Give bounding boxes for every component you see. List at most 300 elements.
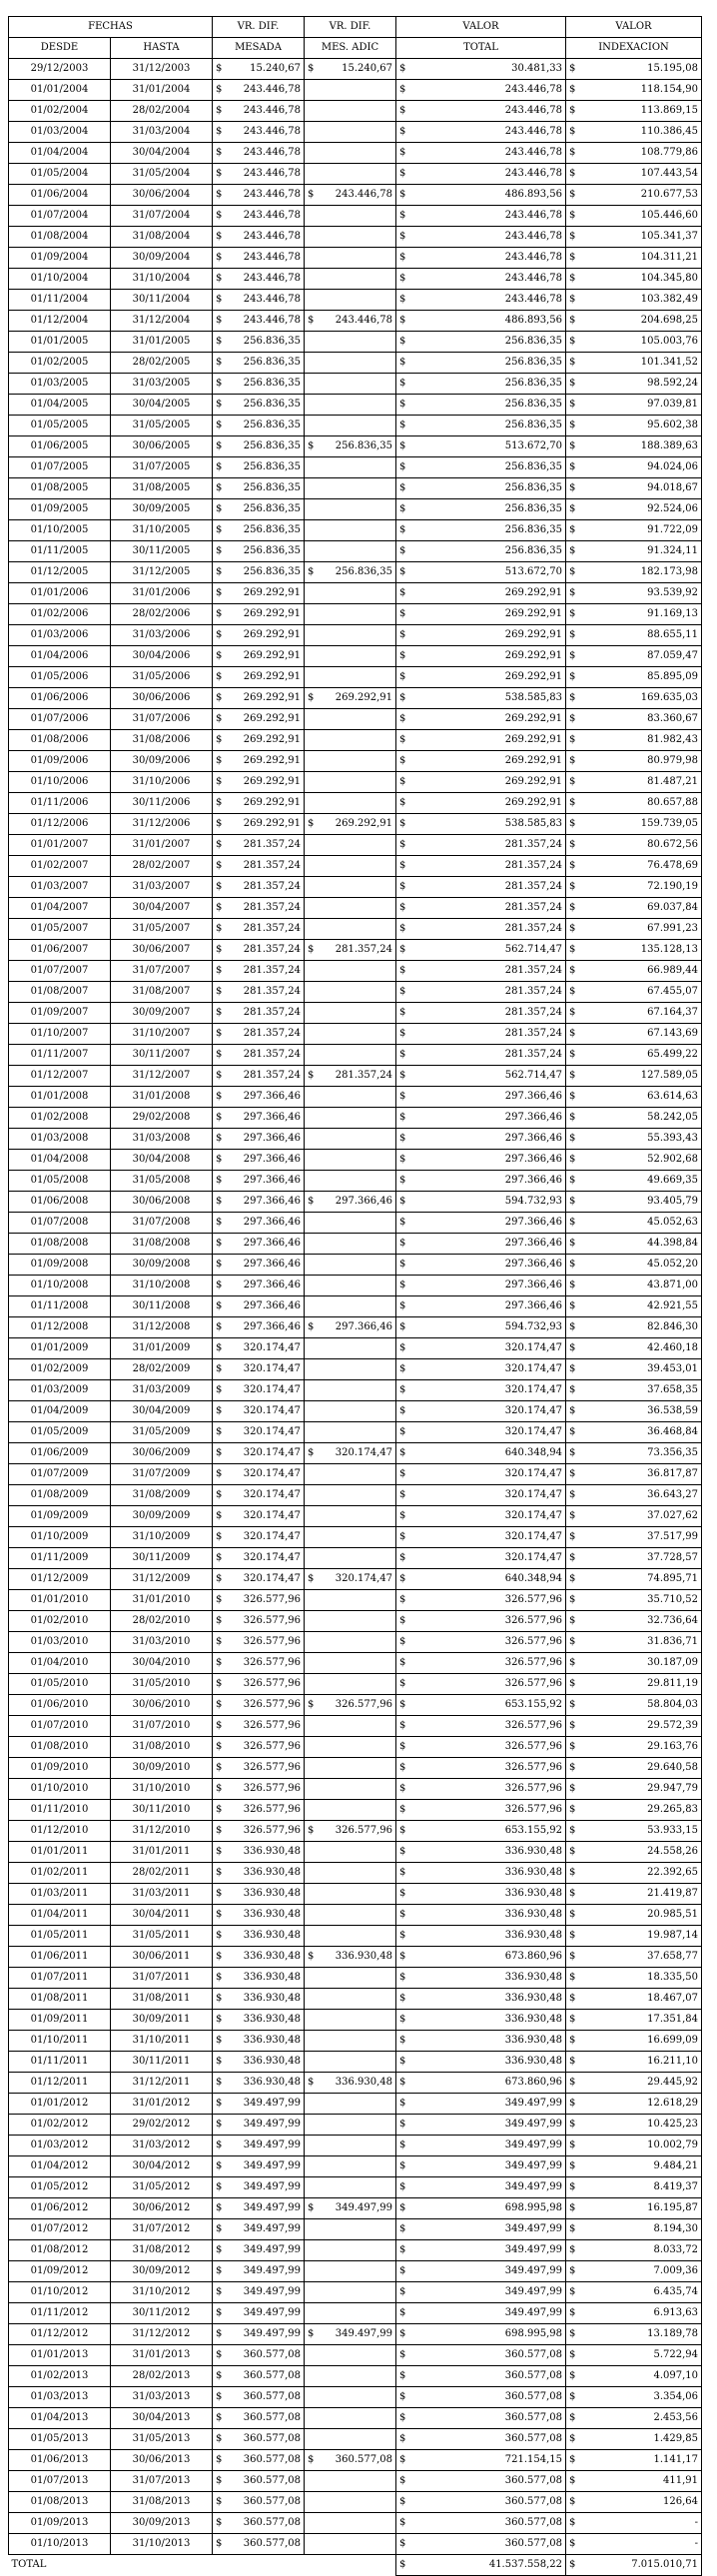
currency-symbol: $: [569, 1133, 576, 1144]
mes-adic-cell: [305, 1003, 396, 1024]
total-cell: [396, 436, 566, 457]
indexacion-cell-value: 36.468,84: [647, 1426, 698, 1437]
currency-symbol: $: [569, 650, 576, 661]
currency-symbol: $: [216, 84, 223, 95]
fechas-header: FECHAS: [9, 17, 213, 38]
currency-symbol: $: [216, 1217, 223, 1228]
mesada-cell: [213, 1192, 305, 1213]
mes-adic-cell-value: 326.577,96: [335, 1699, 392, 1710]
mesada-cell: [213, 1129, 305, 1150]
currency-symbol: $: [216, 2307, 223, 2318]
table-row: [9, 625, 702, 646]
desde-cell: 01/03/2012: [9, 2136, 111, 2156]
total-cell-value: 320.174,47: [504, 1489, 562, 1500]
currency-symbol: $: [399, 1007, 406, 1018]
mesada-cell: [213, 541, 305, 562]
total-cell-value: 256.836,35: [504, 378, 562, 389]
hasta-cell: 30/11/2005: [111, 541, 213, 562]
currency-symbol: $: [569, 2412, 576, 2423]
desde-cell: 01/11/2012: [9, 2303, 111, 2324]
indexacion-cell-value: 126,64: [663, 2496, 698, 2507]
mesada-cell: [213, 416, 305, 436]
indexacion-cell-value: 67.455,07: [647, 986, 698, 997]
total-cell: [396, 1800, 566, 1821]
currency-symbol: $: [569, 2160, 576, 2171]
mes-adic-cell-value: 15.240,67: [342, 63, 392, 74]
currency-symbol: $: [399, 1238, 406, 1249]
mes-adic-cell: [305, 1359, 396, 1380]
mesada-cell-value: 360.577,08: [243, 2538, 301, 2549]
mesada-cell: [213, 1066, 305, 1087]
total-cell: [396, 1255, 566, 1276]
mesada-cell: [213, 59, 305, 80]
desde-cell: 01/08/2005: [9, 478, 111, 499]
currency-symbol: $: [216, 1049, 223, 1060]
mesada-cell-value: 349.497,99: [243, 2160, 301, 2171]
currency-symbol: $: [216, 2014, 223, 2025]
mesada-cell: [213, 1506, 305, 1527]
mesada-cell: [213, 1255, 305, 1276]
indexacion-cell: [566, 604, 702, 625]
indexacion-cell: [566, 374, 702, 395]
mesada-cell-value: 326.577,96: [243, 1720, 301, 1731]
currency-symbol: $: [399, 965, 406, 976]
desde-cell: 01/12/2008: [9, 1317, 111, 1338]
mes-adic-cell: [305, 835, 396, 856]
hasta-cell: 31/05/2009: [111, 1422, 213, 1443]
indexacion-cell: [566, 227, 702, 248]
table-row: [9, 59, 702, 80]
mesada-cell-value: 336.930,48: [243, 2035, 301, 2046]
mesada-cell: [213, 1758, 305, 1779]
total-cell-value: 297.366,46: [504, 1238, 562, 1249]
hasta-cell: 31/03/2013: [111, 2387, 213, 2408]
currency-symbol: $: [308, 2077, 315, 2088]
hasta-cell: 31/07/2010: [111, 1716, 213, 1737]
total-row: [9, 2555, 702, 2576]
mes-adic-cell-value: 243.446,78: [335, 189, 392, 200]
total-cell: [396, 1989, 566, 2010]
hasta-cell: 31/03/2006: [111, 625, 213, 646]
mesada-cell: [213, 1653, 305, 1674]
mesada-cell-value: 269.292,91: [243, 587, 301, 598]
total-cell-value: 349.497,99: [504, 2160, 562, 2171]
indexacion-cell: [566, 1884, 702, 1905]
currency-symbol: $: [399, 1280, 406, 1290]
table-row: [9, 2031, 702, 2052]
total-cell-value: 297.366,46: [504, 1259, 562, 1270]
hasta-cell: 31/10/2011: [111, 2031, 213, 2052]
mes-adic-cell: [305, 814, 396, 835]
desde-cell: 01/10/2005: [9, 520, 111, 541]
total-cell: [396, 311, 566, 332]
currency-symbol: $: [216, 1259, 223, 1270]
mes-adic-cell: [305, 1317, 396, 1338]
currency-symbol: $: [399, 2454, 406, 2465]
table-row: [9, 185, 702, 206]
total-cell: [396, 1674, 566, 1695]
mesada-cell-value: 349.497,99: [243, 2119, 301, 2130]
currency-symbol: $: [569, 2370, 576, 2381]
currency-symbol: $: [399, 2140, 406, 2150]
mes-adic-cell: [305, 1674, 396, 1695]
mesada-cell: [213, 1213, 305, 1234]
table-row: [9, 1527, 702, 1548]
header-row-2: [9, 38, 702, 59]
table-row: [9, 436, 702, 457]
mesada-cell-value: 243.446,78: [243, 147, 301, 158]
table-row: [9, 353, 702, 374]
desde-cell: 01/08/2012: [9, 2240, 111, 2261]
currency-symbol: $: [216, 2454, 223, 2465]
currency-symbol: $: [216, 2265, 223, 2276]
mes-adic-cell: [305, 1989, 396, 2010]
currency-symbol: $: [569, 482, 576, 493]
hasta-cell: 30/11/2011: [111, 2052, 213, 2073]
total-cell-value: 320.174,47: [504, 1384, 562, 1395]
grand-total-value: 41.537.558,22: [488, 2559, 562, 2570]
total-cell-value: 256.836,35: [504, 482, 562, 493]
total-cell: [396, 227, 566, 248]
currency-symbol: $: [569, 629, 576, 640]
table-row: [9, 1548, 702, 1569]
mes-adic-cell: [305, 1884, 396, 1905]
mesada-cell: [213, 248, 305, 269]
currency-symbol: $: [216, 1678, 223, 1689]
total-cell: [396, 122, 566, 143]
table-row: [9, 604, 702, 625]
currency-symbol: $: [216, 2160, 223, 2171]
mes-adic-cell: [305, 1506, 396, 1527]
currency-symbol: $: [399, 797, 406, 808]
indexacion-cell-value: 7.009,36: [653, 2265, 698, 2276]
total-cell: [396, 185, 566, 206]
hasta-cell: 30/09/2005: [111, 499, 213, 520]
indexacion-cell-value: 204.698,25: [640, 315, 698, 326]
currency-symbol: $: [399, 1594, 406, 1605]
mes-adic-cell: [305, 478, 396, 499]
currency-symbol: $: [399, 2496, 406, 2507]
mesada-cell-value: 349.497,99: [243, 2265, 301, 2276]
hasta-cell: 30/09/2008: [111, 1255, 213, 1276]
total-cell-value: 297.366,46: [504, 1154, 562, 1165]
mesada-cell: [213, 2010, 305, 2031]
total-cell: [396, 332, 566, 353]
indexacion-cell: [566, 961, 702, 982]
mes-adic-cell-value: 326.577,96: [335, 1825, 392, 1836]
total-cell-value: 336.930,48: [504, 1909, 562, 1920]
currency-symbol: $: [569, 440, 576, 451]
mesada-cell: [213, 290, 305, 311]
mes-adic-cell: [305, 2408, 396, 2429]
hasta-cell: 31/05/2013: [111, 2429, 213, 2450]
total-cell: [396, 2366, 566, 2387]
mes-adic-cell: [305, 1401, 396, 1422]
table-row: [9, 1632, 702, 1653]
mesada-cell-value: 269.292,91: [243, 692, 301, 703]
table-row: [9, 1192, 702, 1213]
total-cell: [396, 395, 566, 416]
mesada-cell: [213, 1317, 305, 1338]
desde-cell: 01/06/2004: [9, 185, 111, 206]
desde-cell: 01/12/2009: [9, 1569, 111, 1590]
total-cell-value: 562.714,47: [504, 944, 562, 955]
table-row: [9, 1716, 702, 1737]
total-cell: [396, 2031, 566, 2052]
total-cell-value: 320.174,47: [504, 1510, 562, 1521]
mes-adic-cell-value: 349.497,99: [335, 2328, 392, 2339]
indexacion-cell: [566, 1758, 702, 1779]
indexacion-cell-value: 73.356,35: [647, 1447, 698, 1458]
mesada-cell: [213, 164, 305, 185]
indexacion-cell: [566, 688, 702, 709]
currency-symbol: $: [569, 2202, 576, 2213]
indexacion-cell: [566, 2156, 702, 2177]
currency-symbol: $: [399, 1846, 406, 1857]
total-cell: [396, 520, 566, 541]
table-row: [9, 2052, 702, 2073]
hasta-cell: 31/05/2010: [111, 1674, 213, 1695]
total-cell: [396, 1632, 566, 1653]
indexacion-cell: [566, 1632, 702, 1653]
currency-symbol: $: [569, 2433, 576, 2444]
mes-adic-cell-value: 243.446,78: [335, 315, 392, 326]
indexacion-cell-value: 91.324,11: [647, 545, 698, 556]
indexacion-cell-value: 5.722,94: [653, 2349, 698, 2360]
indexacion-cell: [566, 1150, 702, 1171]
indexacion-cell-value: 91.722,09: [647, 524, 698, 535]
currency-symbol: $: [569, 336, 576, 347]
table-row: [9, 2303, 702, 2324]
total-cell: [396, 961, 566, 982]
mesada-cell: [213, 1737, 305, 1758]
mesada-cell: [213, 478, 305, 499]
indexacion-cell: [566, 1171, 702, 1192]
header-row-1: [9, 17, 702, 38]
mes-adic-cell: [305, 1276, 396, 1296]
currency-symbol: $: [216, 1783, 223, 1794]
total-cell-value: 326.577,96: [504, 1657, 562, 1668]
mesada-cell: [213, 1590, 305, 1611]
currency-symbol: $: [216, 1762, 223, 1773]
mes-adic-cell: [305, 101, 396, 122]
indexacion-cell-value: 91.169,13: [647, 608, 698, 619]
hasta-cell: 30/06/2004: [111, 185, 213, 206]
currency-symbol: $: [216, 1363, 223, 1374]
desde-cell: 01/07/2011: [9, 1968, 111, 1989]
currency-symbol: $: [216, 2098, 223, 2109]
table-row: [9, 2450, 702, 2471]
total-cell: [396, 2240, 566, 2261]
total-cell: [396, 478, 566, 499]
mesada-cell-value: 336.930,48: [243, 1888, 301, 1899]
valor-header: VALOR: [566, 17, 702, 38]
currency-symbol: $: [569, 1594, 576, 1605]
mesada-cell-value: 336.930,48: [243, 1846, 301, 1857]
desde-cell: 01/06/2007: [9, 940, 111, 961]
total-cell-value: 297.366,46: [504, 1133, 562, 1144]
desde-cell: 01/07/2007: [9, 961, 111, 982]
currency-symbol: $: [399, 902, 406, 913]
currency-symbol: $: [569, 168, 576, 179]
total-cell: [396, 793, 566, 814]
hasta-cell: 31/07/2005: [111, 457, 213, 478]
indexacion-cell: [566, 1359, 702, 1380]
total-cell: [396, 1380, 566, 1401]
table-row: [9, 457, 702, 478]
total-cell-value: 269.292,91: [504, 776, 562, 787]
mesada-cell-value: 336.930,48: [243, 2014, 301, 2025]
total-cell-value: 281.357,24: [504, 965, 562, 976]
indexacion-cell: [566, 1234, 702, 1255]
mesada-cell: [213, 835, 305, 856]
mesada-cell: [213, 2471, 305, 2492]
mes-adic-cell: [305, 1464, 396, 1485]
table-row: [9, 2471, 702, 2492]
total-cell-value: 243.446,78: [504, 252, 562, 263]
mesada-cell-value: 349.497,99: [243, 2223, 301, 2234]
currency-symbol: $: [399, 357, 406, 368]
indexacion-cell: [566, 164, 702, 185]
total-cell-value: 243.446,78: [504, 147, 562, 158]
currency-symbol: $: [569, 2223, 576, 2234]
currency-symbol: $: [216, 1133, 223, 1144]
mesada-cell-value: 349.497,99: [243, 2286, 301, 2297]
mesada-cell-value: 256.836,35: [243, 545, 301, 556]
indexacion-cell: [566, 1045, 702, 1066]
indexacion-cell: [566, 269, 702, 290]
mesada-cell-value: 281.357,24: [243, 944, 301, 955]
indexacion-cell-value: 36.538,59: [647, 1405, 698, 1416]
indexacion-cell: [566, 1989, 702, 2010]
currency-symbol: $: [399, 2119, 406, 2130]
currency-symbol: $: [399, 2265, 406, 2276]
indexacion-cell: [566, 2198, 702, 2219]
mesada-cell: [213, 311, 305, 332]
indexacion-cell: [566, 143, 702, 164]
table-row: [9, 1213, 702, 1234]
hasta-cell: 28/02/2004: [111, 101, 213, 122]
currency-symbol: $: [216, 2119, 223, 2130]
hasta-cell: 29/02/2012: [111, 2115, 213, 2136]
hasta-cell: 31/01/2011: [111, 1842, 213, 1863]
currency-symbol: $: [216, 189, 223, 200]
total-cell: [396, 2156, 566, 2177]
indexacion-cell-value: 29.163,76: [647, 1741, 698, 1752]
mes-adic-cell: [305, 2073, 396, 2094]
indexacion-cell-value: 94.018,67: [647, 482, 698, 493]
indexacion-cell: [566, 2010, 702, 2031]
indexacion-cell-value: 118.154,90: [640, 84, 698, 95]
currency-symbol: $: [216, 2077, 223, 2088]
total-cell-value: 281.357,24: [504, 902, 562, 913]
hasta-cell: 30/11/2010: [111, 1800, 213, 1821]
table-row: [9, 1108, 702, 1129]
table-row: [9, 2136, 702, 2156]
currency-symbol: $: [216, 1405, 223, 1416]
indexacion-cell-value: 87.059,47: [647, 650, 698, 661]
currency-symbol: $: [216, 1825, 223, 1836]
total-cell-value: 698.995,98: [504, 2202, 562, 2213]
currency-symbol: $: [216, 2056, 223, 2067]
mesada-cell-value: 297.366,46: [243, 1300, 301, 1311]
currency-symbol: $: [216, 818, 223, 829]
currency-symbol: $: [216, 63, 223, 74]
mes-adic-cell-value: 360.577,08: [335, 2454, 392, 2465]
currency-symbol: $: [569, 315, 576, 326]
total-cell: [396, 2094, 566, 2115]
hasta-cell: 31/12/2010: [111, 1821, 213, 1842]
mesada-cell: [213, 1800, 305, 1821]
indexacion-cell: [566, 59, 702, 80]
currency-symbol: $: [308, 2202, 315, 2213]
currency-symbol: $: [569, 818, 576, 829]
table-row: [9, 1003, 702, 1024]
total-cell: [396, 583, 566, 604]
total-cell: [396, 2303, 566, 2324]
table-row: [9, 1045, 702, 1066]
currency-symbol: $: [399, 1993, 406, 2004]
total-cell-value: 243.446,78: [504, 105, 562, 116]
mes-adic-cell-value: 349.497,99: [335, 2202, 392, 2213]
mes-adic-cell: [305, 1443, 396, 1464]
hasta-cell: 31/07/2011: [111, 1968, 213, 1989]
currency-symbol: $: [216, 671, 223, 682]
indexacion-cell-value: 53.933,15: [647, 1825, 698, 1836]
mesada-cell-value: 349.497,99: [243, 2140, 301, 2150]
table-row: [9, 646, 702, 667]
indexacion-cell: [566, 1087, 702, 1108]
hasta-cell: 28/02/2010: [111, 1611, 213, 1632]
mesada-cell: [213, 143, 305, 164]
hasta-cell: 31/03/2007: [111, 877, 213, 898]
currency-symbol: $: [399, 2307, 406, 2318]
mesada-cell: [213, 1171, 305, 1192]
currency-symbol: $: [569, 881, 576, 892]
hasta-cell: 31/10/2013: [111, 2534, 213, 2555]
indexacion-cell: [566, 478, 702, 499]
indexacion-cell: [566, 835, 702, 856]
currency-symbol: $: [569, 420, 576, 430]
table-row: [9, 374, 702, 395]
hasta-cell: 31/08/2007: [111, 982, 213, 1003]
currency-symbol: $: [569, 1468, 576, 1479]
indexacion-cell: [566, 1443, 702, 1464]
indexacion-cell-value: 74.895,71: [647, 1573, 698, 1584]
total-cell: [396, 2282, 566, 2303]
currency-symbol: $: [399, 1384, 406, 1395]
desde-cell: 01/05/2008: [9, 1171, 111, 1192]
indexacion-cell: [566, 2094, 702, 2115]
desde-cell: 01/08/2007: [9, 982, 111, 1003]
indexacion-cell: [566, 2303, 702, 2324]
hasta-cell: 30/11/2004: [111, 290, 213, 311]
currency-symbol: $: [569, 2098, 576, 2109]
table-row: [9, 1150, 702, 1171]
currency-symbol: $: [399, 1154, 406, 1165]
indexacion-cell-value: 92.524,06: [647, 503, 698, 514]
desde-cell: 01/06/2012: [9, 2198, 111, 2219]
table-row: [9, 1989, 702, 2010]
indexacion-cell-value: 1.141,17: [653, 2454, 698, 2465]
total-cell: [396, 2219, 566, 2240]
currency-symbol: $: [216, 1594, 223, 1605]
total-cell: [396, 730, 566, 751]
total-cell-value: 513.672,70: [504, 440, 562, 451]
desde-cell: 01/04/2010: [9, 1653, 111, 1674]
currency-symbol: $: [569, 1867, 576, 1878]
currency-symbol: $: [569, 378, 576, 389]
